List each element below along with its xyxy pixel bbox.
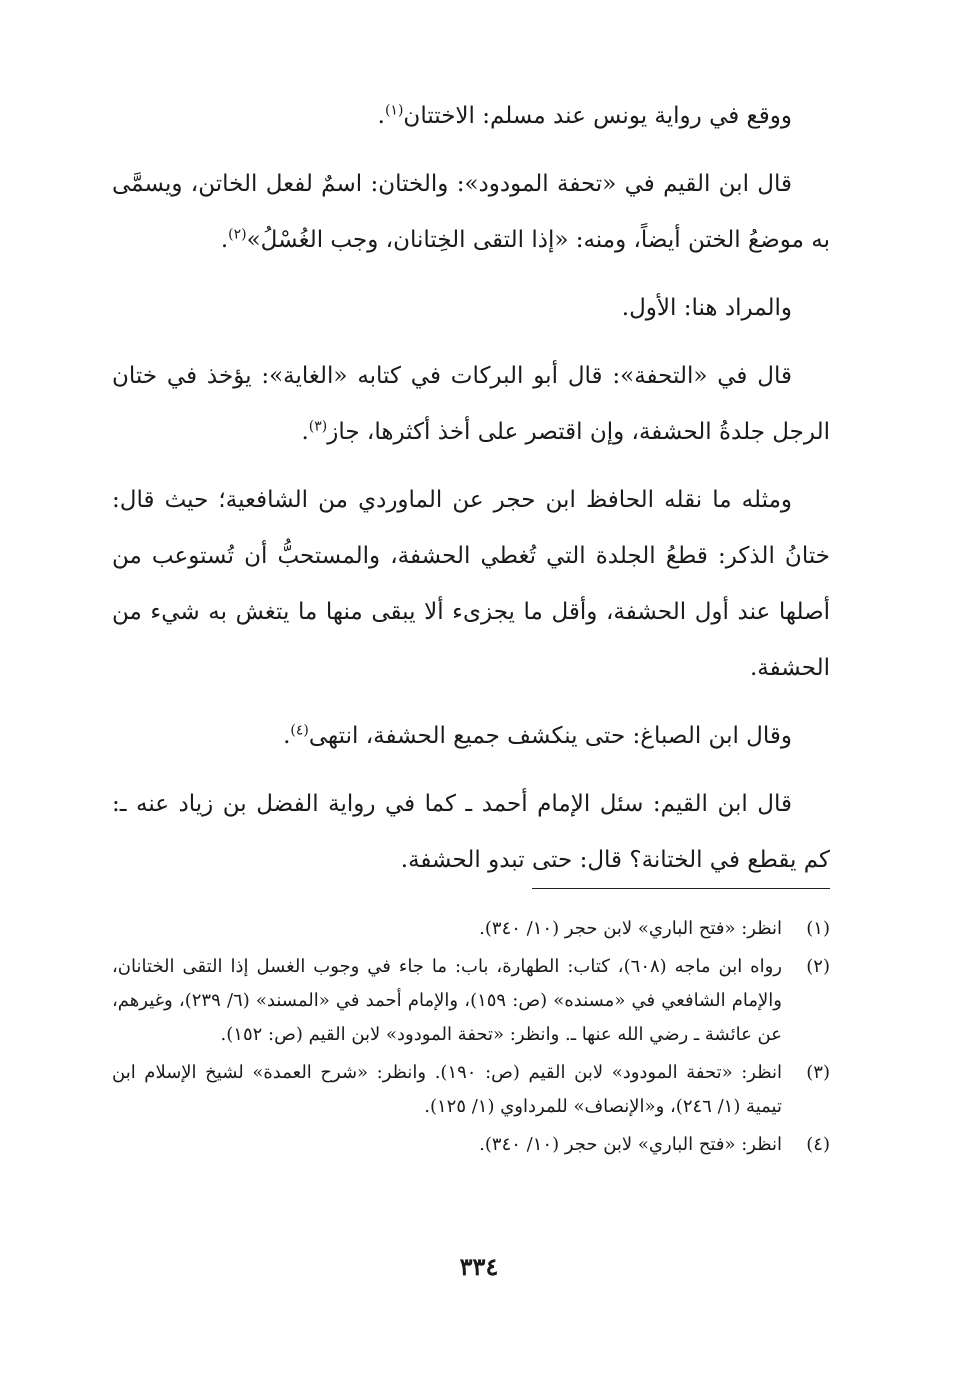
paragraph-4-tail: . bbox=[301, 419, 309, 445]
footnote-number: (٤) bbox=[806, 1134, 830, 1155]
paragraph-3 bbox=[112, 280, 830, 336]
paragraph-5 bbox=[112, 472, 830, 696]
footnote-number: (٣) bbox=[806, 1062, 830, 1083]
footnotes bbox=[112, 912, 830, 1166]
footnote-ref-4: (٤) bbox=[290, 722, 309, 739]
footnote-text: انظر: «فتح الباري» لابن حجر (١٠/ ٣٤٠). bbox=[479, 1134, 782, 1155]
footnote-1 bbox=[112, 912, 830, 946]
footnote-text: انظر: «فتح الباري» لابن حجر (١٠/ ٣٤٠). bbox=[479, 918, 782, 939]
paragraph-4 bbox=[112, 348, 830, 460]
footnote-2 bbox=[112, 950, 830, 1052]
paragraph-1-text: ووقع في رواية يونس عند مسلم: الاختتان bbox=[403, 103, 792, 129]
footnote-ref-2: (٢) bbox=[228, 226, 247, 243]
paragraph-6-tail: . bbox=[283, 723, 291, 749]
footnote-text: رواه ابن ماجه (٦٠٨)، كتاب: الطهارة، باب: ما جاء في وجوب الغسل إذا التقى الختانان، والإمام الشافعي في «مسنده» (ص: ١٥٩)، والإمام أحمد في «المسند» (٦/ ٢٣٩)، وغيرهم، عن عائشة ـ رضي الله عنها ـ. وانظر: «تحفة المودود» لابن القيم (ص: ١٥٢). bbox=[112, 956, 783, 1045]
paragraph-6 bbox=[112, 708, 830, 764]
paragraph-3-text: والمراد هنا: الأول. bbox=[621, 295, 792, 321]
footnote-ref-1: (١) bbox=[384, 102, 404, 119]
footnote-ref-3: (٣) bbox=[308, 418, 328, 435]
footnote-number: (١) bbox=[806, 918, 830, 939]
paragraph-7-text: قال ابن القيم: سئل الإمام أحمد ـ كما في رواية الفضل بن زياد عنه ـ: كم يقطع في الختانة؟ قال: حتى تبدو الحشفة. bbox=[112, 791, 830, 873]
paragraph-7 bbox=[112, 776, 830, 888]
main-text bbox=[112, 88, 830, 900]
paragraph-1 bbox=[112, 88, 830, 144]
page-number: ٣٣٤ bbox=[459, 1252, 499, 1281]
footnote-text: انظر: «تحفة المودود» لابن القيم (ص: ١٩٠). وانظر: «شرح العمدة» لشيخ الإسلام ابن تيمية (١/ ٢٤٦)، و«الإنصاف» للمرداوي (١/ ١٢٥). bbox=[112, 1062, 782, 1117]
paragraph-1-tail: . bbox=[377, 103, 385, 129]
footnote-3 bbox=[112, 1056, 830, 1124]
footnote-number: (٢) bbox=[806, 956, 830, 977]
paragraph-2 bbox=[112, 156, 830, 268]
footnote-divider bbox=[532, 888, 830, 889]
paragraph-2-tail: . bbox=[220, 227, 229, 253]
paragraph-5-text: ومثله ما نقله الحافظ ابن حجر عن الماوردي من الشافعية؛ حيث قال: ختانُ الذكر: قطعُ الجلدة التي تُغطي الحشفة، والمستحبُّ أن تُستوعب من أصلها عند أول الحشفة، وأقل ما يجزىء ألا يبقى منها ما يتغش به شيء من الحشفة. bbox=[112, 487, 830, 681]
paragraph-4-text: قال في «التحفة»: قال أبو البركات في كتابه «الغاية»: يؤخذ في ختان الرجل جلدةُ الحشفة، وإن اقتصر على أخذ أكثرها، جاز bbox=[112, 363, 830, 445]
footnote-4 bbox=[112, 1128, 830, 1162]
paragraph-2-text: قال ابن القيم في «تحفة المودود»: والختان: اسمٌ لفعل الخاتن، ويسمَّى به موضعُ الختن أيضاً، ومنه: «إذا التقى الخِتانان، وجب الغُسْلُ» bbox=[112, 171, 830, 253]
paragraph-6-text: وقال ابن الصباغ: حتى ينكشف جميع الحشفة، انتهى bbox=[308, 723, 792, 749]
